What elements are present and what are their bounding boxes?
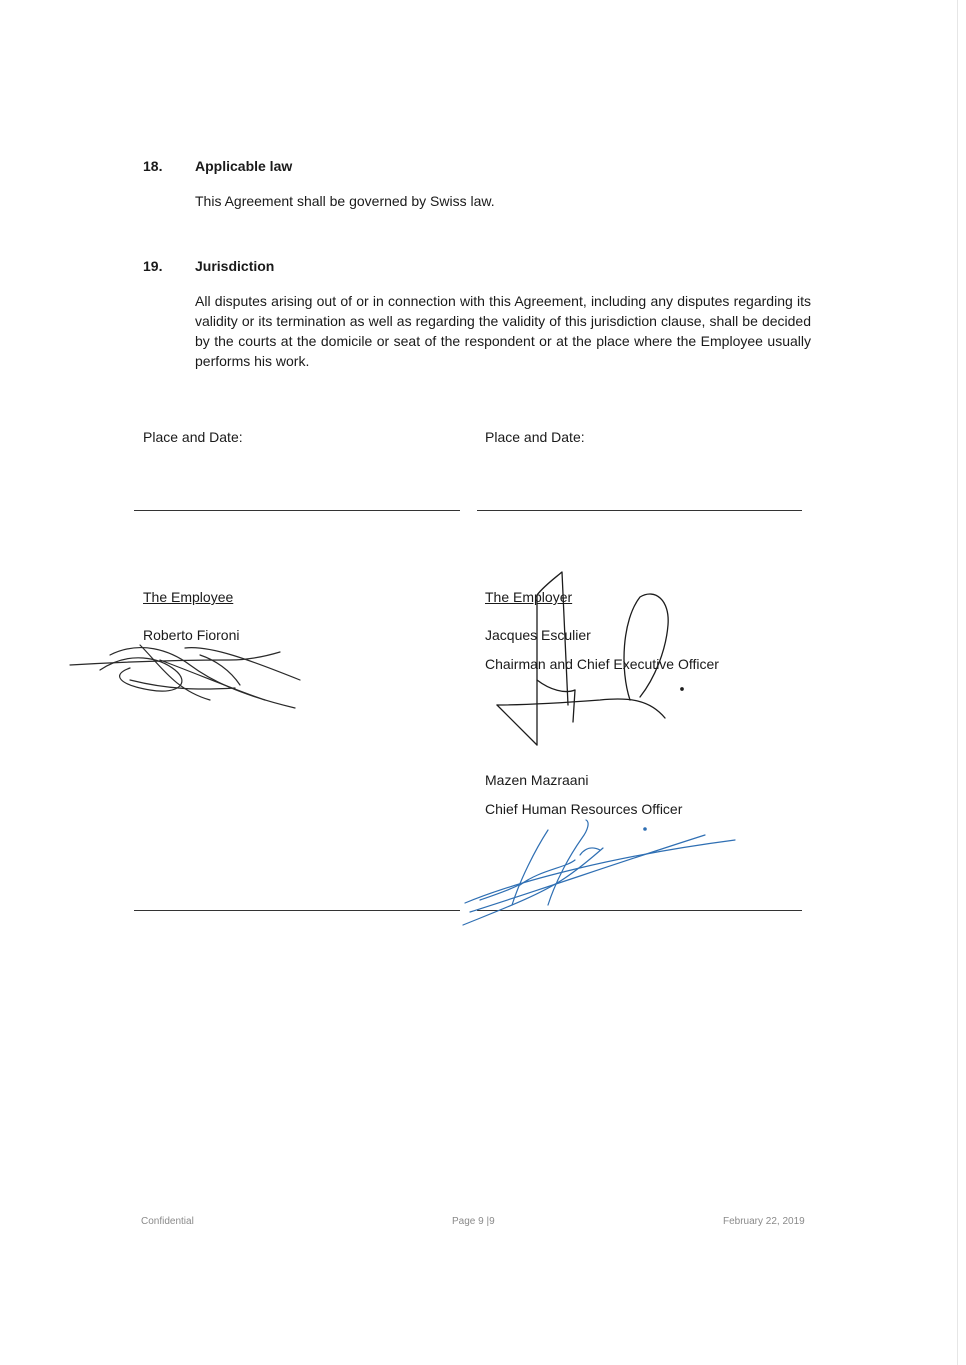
employer-signer2-title: Chief Human Resources Officer	[485, 801, 683, 817]
employer-signer1-name: Jacques Esculier	[485, 627, 591, 643]
employee-role-label: The Employee	[143, 589, 234, 605]
section-18-title: Applicable law	[195, 158, 293, 174]
footer-page-number: Page 9 |9	[452, 1216, 495, 1227]
place-date-label-employee: Place and Date:	[143, 429, 243, 445]
section-19-body: All disputes arising out of or in connection with this Agreement, including any disputes regarding its validity or its termination as well as regarding the validity of this jurisdiction clause, shall be decided by the courts at the domicile or seat of the respondent or at the place where the Employee usually performs his work.	[195, 293, 811, 369]
employer-signer1-title: Chairman and Chief Executive Officer	[485, 656, 719, 672]
section-19-title: Jurisdiction	[195, 258, 275, 274]
employer-role-label: The Employer	[485, 589, 573, 605]
employee-signature-scribble	[70, 645, 300, 708]
section-18-number: 18.	[143, 158, 163, 174]
place-date-label-employer: Place and Date:	[485, 429, 585, 445]
employer-signer2-name: Mazen Mazraani	[485, 772, 589, 788]
footer-date: February 22, 2019	[723, 1216, 805, 1227]
employee-name: Roberto Fioroni	[143, 627, 240, 643]
footer-confidential: Confidential	[141, 1216, 194, 1227]
employer-signer2-signature	[463, 820, 735, 925]
section-19-number: 19.	[143, 258, 163, 274]
section-18-body: This Agreement shall be governed by Swiss law.	[195, 193, 495, 209]
employer-signer1-signature	[497, 572, 683, 745]
